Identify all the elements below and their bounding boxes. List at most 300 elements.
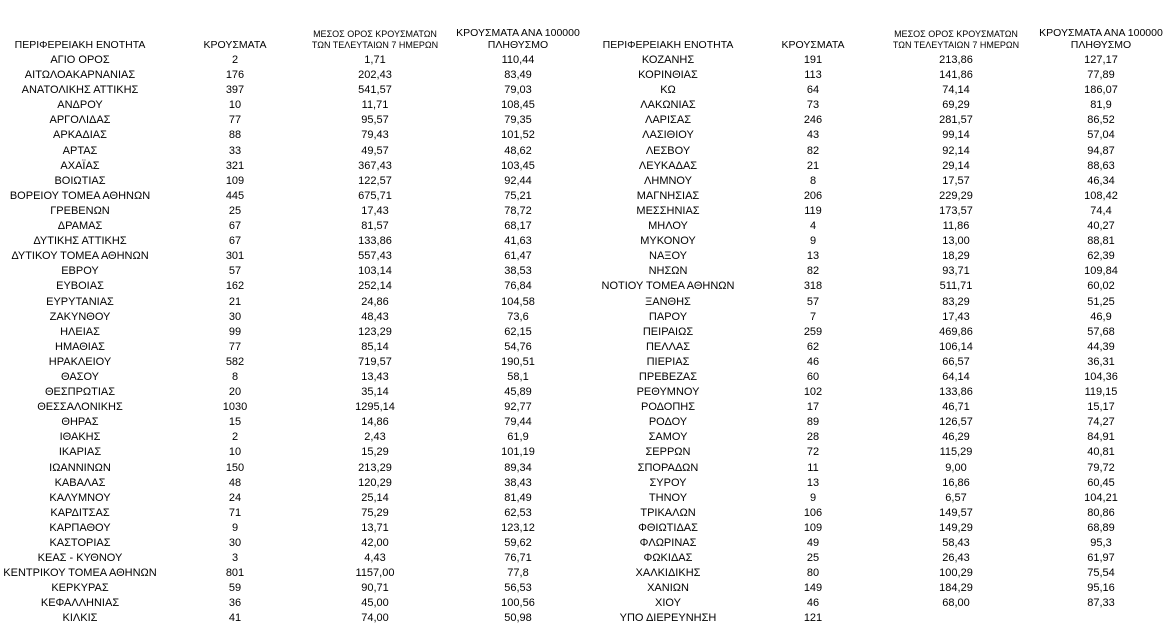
- per100k-cell: 75,54: [1087, 567, 1115, 580]
- cases-cell: 17: [806, 401, 820, 414]
- avg7-cell: 123,29: [358, 325, 392, 338]
- cases-cell: 10: [228, 446, 242, 459]
- cases-cell: 8: [231, 370, 239, 383]
- cases-cell: 109: [803, 521, 823, 534]
- avg7-cell: 675,71: [358, 189, 392, 202]
- avg7-cell: 149,29: [939, 521, 973, 534]
- table-row: [588, 174, 1172, 189]
- region-cell: ΠΙΕΡΙΑΣ: [646, 355, 690, 368]
- region-cell: ΠΑΡΟΥ: [648, 310, 688, 323]
- cases-cell: 25: [228, 204, 242, 217]
- avg7-cell: 68,00: [942, 597, 970, 610]
- region-cell: ΘΕΣΣΑΛΟΝΙΚΗΣ: [37, 401, 123, 414]
- per100k-cell: 46,34: [1087, 174, 1115, 187]
- table-row: [0, 128, 588, 143]
- avg7-cell: 46,29: [942, 431, 970, 444]
- per100k-cell: 104,36: [1084, 370, 1118, 383]
- region-cell: ΕΒΡΟΥ: [61, 265, 99, 278]
- per100k-cell: 81,9: [1090, 99, 1112, 112]
- table-row: [0, 98, 588, 113]
- region-cell: ΛΕΥΚΑΔΑΣ: [638, 159, 698, 172]
- cases-cell: 1030: [222, 401, 248, 414]
- avg7-cell: 93,71: [942, 265, 970, 278]
- avg7-cell: 11,86: [942, 220, 970, 233]
- avg7-cell: 48,43: [361, 310, 389, 323]
- table-row: [588, 476, 1172, 491]
- region-cell: ΓΡΕΒΕΝΩΝ: [50, 204, 110, 217]
- table-row: [588, 400, 1172, 415]
- region-cell: ΚΕΡΚΥΡΑΣ: [51, 582, 109, 595]
- table-row: [588, 551, 1172, 566]
- cases-cell: 102: [803, 386, 823, 399]
- region-cell: ΑΡΤΑΣ: [62, 144, 98, 157]
- table-row: [588, 566, 1172, 581]
- region-cell: ΕΥΒΟΙΑΣ: [56, 280, 104, 293]
- table-row: [0, 310, 588, 325]
- cases-cell: 82: [806, 144, 820, 157]
- table-row: [588, 189, 1172, 204]
- per100k-cell: 40,81: [1087, 446, 1115, 459]
- cases-cell: 7: [809, 310, 817, 323]
- avg7-cell: 95,57: [361, 114, 389, 127]
- table-right: [588, 0, 1172, 625]
- per100k-cell: 108,42: [1084, 189, 1118, 202]
- avg7-cell: 202,43: [358, 69, 392, 82]
- table-body-right: [588, 53, 1172, 627]
- avg7-cell: 66,57: [942, 355, 970, 368]
- avg7-cell: 9,00: [945, 461, 967, 474]
- table-row: [588, 370, 1172, 385]
- cases-cell: 64: [806, 84, 820, 97]
- region-cell: ΗΡΑΚΛΕΙΟΥ: [48, 355, 112, 368]
- avg7-cell: 1157,00: [355, 567, 395, 580]
- per100k-cell: 56,53: [504, 582, 532, 595]
- cases-cell: 162: [225, 280, 245, 293]
- table-row: [0, 506, 588, 521]
- per100k-cell: 77,89: [1087, 69, 1115, 82]
- table-row: [588, 506, 1172, 521]
- per100k-cell: 74,4: [1090, 204, 1112, 217]
- region-cell: ΚΕΑΣ - ΚΥΘΝΟΥ: [37, 552, 123, 565]
- table-row: [588, 83, 1172, 98]
- cases-cell: 67: [228, 235, 242, 248]
- table-row: [588, 385, 1172, 400]
- cases-cell: 77: [228, 340, 242, 353]
- per100k-cell: 61,97: [1087, 552, 1115, 565]
- cases-cell: 9: [809, 491, 817, 504]
- table-row: [0, 279, 588, 294]
- region-cell: ΑΝΑΤΟΛΙΚΗΣ ΑΤΤΙΚΗΣ: [21, 84, 139, 97]
- region-cell: ΦΛΩΡΙΝΑΣ: [639, 537, 697, 549]
- per100k-cell: 79,03: [504, 84, 532, 97]
- cases-cell: 89: [806, 416, 820, 429]
- avg7-cell: 58,43: [942, 537, 970, 549]
- avg7-cell: 49,57: [361, 144, 389, 157]
- avg7-cell: 46,71: [942, 401, 970, 414]
- per100k-cell: 103,45: [501, 159, 535, 172]
- cases-cell: 72: [806, 446, 820, 459]
- per100k-cell: 60,02: [1087, 280, 1115, 293]
- avg7-cell: 13,71: [361, 521, 389, 534]
- per100k-cell: 83,49: [504, 69, 532, 82]
- avg7-cell: 184,29: [939, 582, 973, 595]
- avg7-cell: 14,86: [361, 416, 389, 429]
- per100k-cell: 48,62: [504, 144, 532, 157]
- region-cell: ΚΕΦΑΛΛΗΝΙΑΣ: [40, 597, 120, 610]
- table-row: [0, 264, 588, 279]
- per100k-cell: 92,77: [504, 401, 532, 414]
- cases-cell: 80: [806, 567, 820, 580]
- region-cell: ΣΠΟΡΑΔΩΝ: [637, 461, 699, 474]
- header-per100k: [448, 27, 588, 51]
- table-row: [0, 400, 588, 415]
- avg7-cell: 100,29: [939, 567, 973, 580]
- cases-cell: 30: [228, 310, 242, 323]
- region-cell: ΡΟΔΟΥ: [648, 416, 688, 429]
- table-row: [588, 430, 1172, 445]
- per100k-cell: 46,9: [1090, 310, 1112, 323]
- per100k-cell: 58,1: [507, 370, 529, 383]
- avg7-cell: 85,14: [361, 340, 389, 353]
- header-avg7-line2: ΤΩΝ ΤΕΛΕΥΤΑΙΩΝ 7 ΗΜΕΡΩΝ: [892, 40, 1020, 50]
- avg7-cell: 1295,14: [355, 401, 395, 414]
- avg7-cell: 103,14: [358, 265, 392, 278]
- avg7-cell: 83,29: [942, 295, 970, 308]
- table-row: [588, 581, 1172, 596]
- table-row: [588, 113, 1172, 128]
- region-cell: ΑΡΚΑΔΙΑΣ: [53, 129, 107, 142]
- header-avg7-line2: ΤΩΝ ΤΕΛΕΥΤΑΙΩΝ 7 ΗΜΕΡΩΝ: [311, 40, 439, 50]
- per100k-cell: 61,47: [504, 250, 532, 263]
- cases-cell: 57: [228, 265, 242, 278]
- avg7-cell: 99,14: [942, 129, 970, 142]
- region-cell: ΑΓΙΟ ΟΡΟΣ: [50, 54, 110, 66]
- cases-cell: 41: [228, 612, 242, 625]
- header-region: ΠΕΡΙΦΕΡΕΙΑΚΗ ΕΝΟΤΗΤΑ: [602, 39, 734, 51]
- table-row: [0, 204, 588, 219]
- avg7-cell: 133,86: [939, 386, 973, 399]
- cases-cell: 8: [809, 174, 817, 187]
- table-row: [0, 491, 588, 506]
- region-cell: ΒΟΡΕΙΟΥ ΤΟΜΕΑ ΑΘΗΝΩΝ: [9, 189, 151, 202]
- table-row: [0, 596, 588, 611]
- region-cell: ΝΑΞΟΥ: [649, 250, 687, 263]
- region-cell: ΣΥΡΟΥ: [649, 476, 687, 489]
- avg7-cell: 115,29: [939, 446, 973, 459]
- avg7-cell: 541,57: [358, 84, 392, 97]
- region-cell: ΘΕΣΠΡΩΤΙΑΣ: [44, 386, 116, 399]
- header-avg7-line1: ΜΕΣΟΣ ΟΡΟΣ ΚΡΟΥΣΜΑΤΩΝ: [894, 29, 1018, 39]
- region-cell: ΚΟΖΑΝΗΣ: [641, 54, 695, 66]
- avg7-cell: 120,29: [358, 476, 392, 489]
- cases-cell: 77: [228, 114, 242, 127]
- region-cell: ΥΠΟ ΔΙΕΡΕΥΝΗΣΗ: [619, 612, 717, 625]
- table-row: [588, 68, 1172, 83]
- per100k-cell: 45,89: [504, 386, 532, 399]
- cases-cell: 49: [806, 537, 820, 549]
- cases-cell: 9: [231, 521, 239, 534]
- avg7-cell: 74,00: [361, 612, 389, 625]
- avg7-cell: 16,86: [942, 476, 970, 489]
- table-row: [0, 355, 588, 370]
- per100k-cell: 41,63: [504, 235, 532, 248]
- avg7-cell: 213,86: [939, 54, 973, 66]
- table-row: [588, 310, 1172, 325]
- table-row: [588, 144, 1172, 159]
- region-cell: ΜΥΚΟΝΟΥ: [640, 235, 696, 248]
- cases-cell: 109: [225, 174, 245, 187]
- cases-cell: 2: [231, 54, 239, 66]
- cases-cell: 20: [228, 386, 242, 399]
- table-row: [0, 249, 588, 264]
- region-cell: ΙΘΑΚΗΣ: [59, 431, 101, 444]
- cases-cell: 106: [803, 506, 823, 519]
- cases-cell: 11: [807, 461, 819, 474]
- region-cell: ΒΟΙΩΤΙΑΣ: [54, 174, 106, 187]
- table-row: [0, 461, 588, 476]
- header-region: ΠΕΡΙΦΕΡΕΙΑΚΗ ΕΝΟΤΗΤΑ: [14, 39, 146, 51]
- table-row: [588, 128, 1172, 143]
- table-row: [588, 521, 1172, 536]
- cases-cell: 60: [806, 370, 820, 383]
- region-cell: ΚΑΡΠΑΘΟΥ: [49, 521, 111, 534]
- per100k-cell: 54,76: [504, 340, 532, 353]
- per100k-cell: 79,35: [504, 114, 532, 127]
- per100k-cell: 79,72: [1087, 461, 1115, 474]
- avg7-cell: 17,43: [361, 204, 389, 217]
- table-row: [0, 415, 588, 430]
- cases-cell: 801: [225, 567, 245, 580]
- avg7-cell: 229,29: [939, 189, 973, 202]
- region-cell: ΦΩΚΙΔΑΣ: [643, 552, 693, 565]
- table-row: [0, 430, 588, 445]
- table-body-left: [0, 53, 588, 627]
- cases-cell: 88: [228, 129, 242, 142]
- per100k-cell: 74,27: [1087, 416, 1115, 429]
- avg7-cell: 26,43: [942, 552, 970, 565]
- region-cell: ΜΗΛΟΥ: [648, 220, 688, 233]
- header-cases: ΚΡΟΥΣΜΑΤΑ: [203, 39, 267, 51]
- header-per100k-line2: ΠΛΗΘΥΣΜΟ: [487, 39, 549, 51]
- per100k-cell: 15,17: [1087, 401, 1115, 414]
- per100k-cell: 110,44: [501, 54, 535, 66]
- avg7-cell: 75,29: [361, 506, 389, 519]
- avg7-cell: 367,43: [358, 159, 392, 172]
- region-cell: ΦΘΙΩΤΙΔΑΣ: [638, 521, 698, 534]
- cases-cell: 119: [804, 204, 822, 217]
- avg7-cell: 69,29: [942, 99, 970, 112]
- region-cell: ΚΟΡΙΝΘΙΑΣ: [638, 69, 698, 82]
- per100k-cell: 88,63: [1087, 159, 1115, 172]
- table-row: [0, 159, 588, 174]
- table-row: [588, 355, 1172, 370]
- cases-cell: 21: [806, 159, 820, 172]
- avg7-cell: 92,14: [942, 144, 970, 157]
- region-cell: ΛΕΣΒΟΥ: [645, 144, 691, 157]
- table-row: [0, 445, 588, 460]
- cases-cell: 30: [228, 537, 242, 549]
- table-row: [588, 536, 1172, 551]
- cases-cell: 582: [225, 355, 245, 368]
- per100k-cell: 77,8: [507, 567, 529, 580]
- cases-cell: 57: [806, 295, 820, 308]
- per100k-cell: 84,91: [1087, 431, 1115, 444]
- avg7-cell: 126,57: [939, 416, 973, 429]
- avg7-cell: 90,71: [361, 582, 389, 595]
- region-cell: ΣΑΜΟΥ: [648, 431, 688, 444]
- region-cell: ΗΛΕΙΑΣ: [60, 325, 100, 338]
- region-cell: ΑΡΓΟΛΙΔΑΣ: [49, 114, 111, 127]
- avg7-cell: 2,43: [364, 431, 386, 444]
- table-row: [588, 596, 1172, 611]
- cases-cell: 46: [806, 597, 820, 610]
- per100k-cell: 59,62: [504, 537, 532, 549]
- region-cell: ΚΩ: [660, 84, 676, 97]
- table-header-right: [588, 0, 1172, 53]
- table-row: [0, 521, 588, 536]
- per100k-cell: 108,45: [501, 99, 535, 112]
- cases-cell: 246: [803, 114, 823, 127]
- per100k-cell: 127,17: [1084, 54, 1118, 66]
- region-cell: ΛΑΡΙΣΑΣ: [644, 114, 691, 127]
- region-cell: ΝΗΣΩΝ: [648, 265, 688, 278]
- header-avg7: [300, 29, 450, 51]
- avg7-cell: 24,86: [361, 295, 389, 308]
- avg7-cell: 17,43: [942, 310, 970, 323]
- per100k-cell: 61,9: [507, 431, 529, 444]
- cases-cell: 150: [225, 461, 245, 474]
- table-row: [588, 279, 1172, 294]
- cases-cell: 301: [225, 250, 245, 263]
- region-cell: ΚΑΒΑΛΑΣ: [54, 476, 106, 489]
- per100k-cell: 104,21: [1084, 491, 1118, 504]
- cases-cell: 2: [231, 431, 239, 444]
- region-cell: ΚΑΣΤΟΡΙΑΣ: [49, 537, 111, 549]
- avg7-cell: 45,00: [361, 597, 389, 610]
- table-row: [588, 491, 1172, 506]
- header-avg7: [881, 29, 1031, 51]
- region-cell: ΛΑΣΙΘΙΟΥ: [642, 129, 694, 142]
- cases-cell: 3: [231, 552, 239, 565]
- region-cell: ΤΗΝΟΥ: [648, 491, 688, 504]
- region-cell: ΘΗΡΑΣ: [61, 416, 99, 429]
- avg7-cell: 35,14: [361, 386, 389, 399]
- region-cell: ΗΜΑΘΙΑΣ: [55, 340, 105, 353]
- cases-cell: 397: [225, 84, 245, 97]
- region-cell: ΜΑΓΝΗΣΙΑΣ: [636, 189, 700, 202]
- avg7-cell: 13,00: [942, 235, 970, 248]
- table-header-left: [0, 0, 588, 53]
- region-cell: ΑΧΑΪΑΣ: [60, 159, 100, 172]
- per100k-cell: 101,19: [501, 446, 535, 459]
- avg7-cell: 1,71: [364, 54, 386, 66]
- avg7-cell: 149,57: [939, 506, 973, 519]
- cases-cell: 71: [228, 506, 242, 519]
- cases-cell: 25: [806, 552, 820, 565]
- table-row: [588, 234, 1172, 249]
- table-row: [0, 189, 588, 204]
- table-row: [588, 264, 1172, 279]
- header-cases: ΚΡΟΥΣΜΑΤΑ: [781, 39, 845, 51]
- table-row: [0, 340, 588, 355]
- table-row: [0, 385, 588, 400]
- avg7-cell: 29,14: [942, 159, 970, 172]
- region-cell: ΧΑΛΚΙΔΙΚΗΣ: [635, 567, 701, 580]
- per100k-cell: 94,87: [1087, 144, 1115, 157]
- region-cell: ΠΡΕΒΕΖΑΣ: [638, 370, 698, 383]
- per100k-cell: 109,84: [1084, 265, 1118, 278]
- avg7-cell: 25,14: [361, 491, 389, 504]
- region-cell: ΧΑΝΙΩΝ: [647, 582, 689, 595]
- cases-cell: 176: [225, 69, 245, 82]
- table-row: [588, 159, 1172, 174]
- region-cell: ΤΡΙΚΑΛΩΝ: [640, 506, 696, 519]
- cases-cell: 15: [228, 416, 242, 429]
- per100k-cell: 62,15: [504, 325, 532, 338]
- per100k-cell: 92,44: [504, 174, 532, 187]
- per100k-cell: 36,31: [1087, 355, 1115, 368]
- table-row: [0, 234, 588, 249]
- avg7-cell: 122,57: [358, 174, 392, 187]
- table-row: [0, 53, 588, 68]
- cases-cell: 259: [803, 325, 823, 338]
- header-per100k-line1: ΚΡΟΥΣΜΑΤΑ ΑΝΑ 100000: [1039, 27, 1163, 39]
- avg7-cell: 213,29: [358, 461, 392, 474]
- per100k-cell: 80,86: [1087, 506, 1115, 519]
- avg7-cell: 252,14: [358, 280, 392, 293]
- table-row: [588, 461, 1172, 476]
- table-row: [588, 611, 1172, 626]
- avg7-cell: 11,71: [361, 99, 389, 112]
- per100k-cell: 76,84: [504, 280, 532, 293]
- avg7-cell: 173,57: [939, 204, 973, 217]
- region-cell: ΝΟΤΙΟΥ ΤΟΜΕΑ ΑΘΗΝΩΝ: [601, 280, 735, 293]
- region-cell: ΠΕΙΡΑΙΩΣ: [642, 325, 694, 338]
- table-row: [588, 53, 1172, 68]
- per100k-cell: 190,51: [501, 355, 535, 368]
- region-cell: ΠΕΛΛΑΣ: [645, 340, 691, 353]
- per100k-cell: 68,89: [1087, 521, 1115, 534]
- region-cell: ΔΡΑΜΑΣ: [57, 220, 103, 233]
- avg7-cell: 719,57: [358, 355, 392, 368]
- per100k-cell: 86,52: [1087, 114, 1115, 127]
- avg7-cell: 511,71: [939, 280, 973, 293]
- per100k-cell: 44,39: [1087, 340, 1115, 353]
- avg7-cell: 141,86: [939, 69, 973, 82]
- region-cell: ΛΑΚΩΝΙΑΣ: [640, 99, 696, 112]
- per100k-cell: 62,53: [504, 506, 532, 519]
- per100k-cell: 50,98: [504, 612, 532, 625]
- region-cell: ΔΥΤΙΚΗΣ ΑΤΤΙΚΗΣ: [33, 235, 127, 248]
- avg7-cell: 4,43: [364, 552, 386, 565]
- avg7-cell: 133,86: [358, 235, 392, 248]
- cases-cell: 10: [228, 99, 242, 112]
- cases-cell: 82: [806, 265, 820, 278]
- per100k-cell: 73,6: [507, 310, 529, 323]
- cases-cell: 43: [806, 129, 820, 142]
- per100k-cell: 79,44: [504, 416, 532, 429]
- region-cell: ΛΗΜΝΟΥ: [644, 174, 692, 187]
- region-cell: ΧΙΟΥ: [655, 597, 681, 610]
- per100k-cell: 57,04: [1087, 129, 1115, 142]
- avg7-cell: 17,57: [942, 174, 970, 187]
- cases-cell: 28: [806, 431, 820, 444]
- region-cell: ΑΝΔΡΟΥ: [57, 99, 103, 112]
- table-row: [0, 83, 588, 98]
- cases-cell: 121: [803, 612, 823, 625]
- avg7-cell: 6,57: [945, 491, 967, 504]
- table-row: [0, 113, 588, 128]
